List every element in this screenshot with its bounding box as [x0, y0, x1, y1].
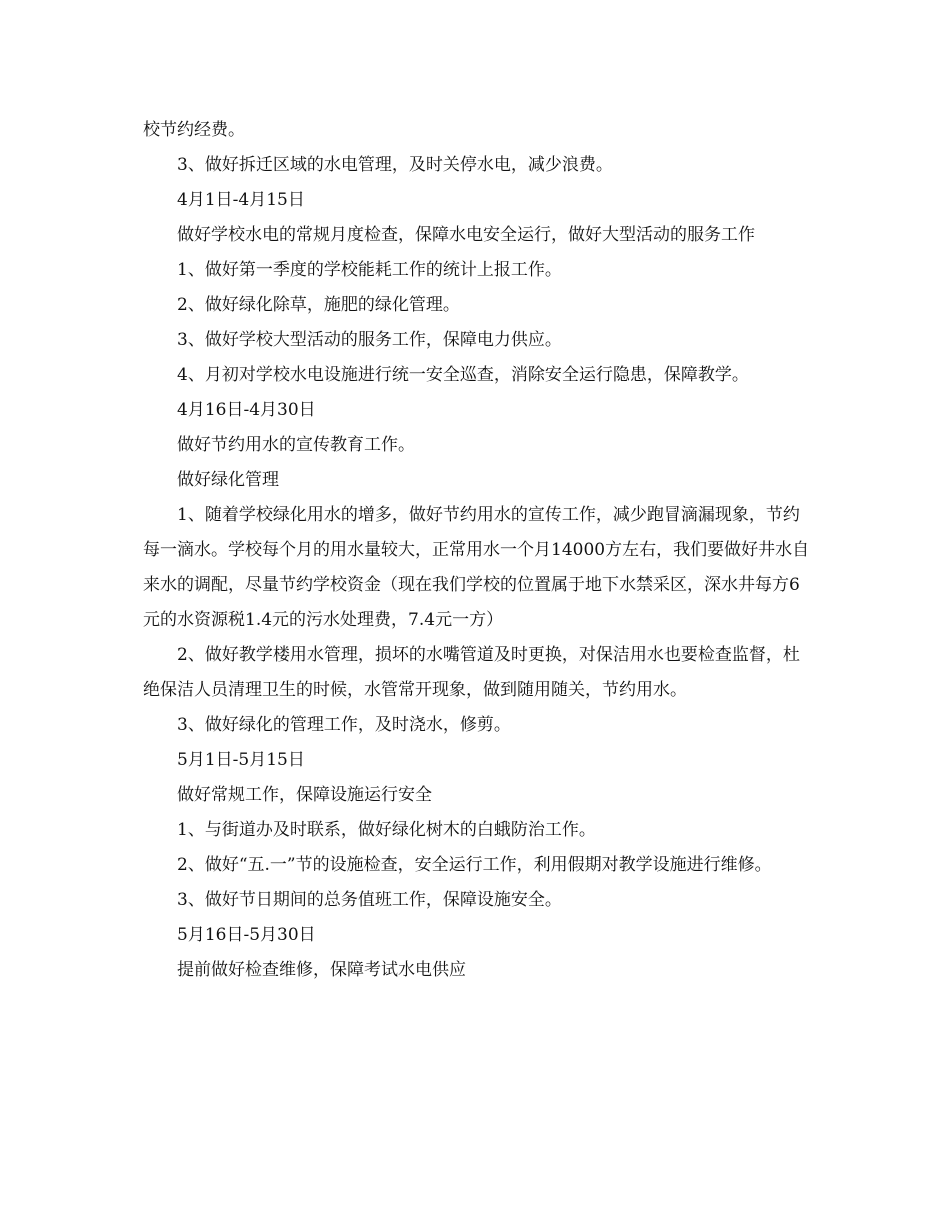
paragraph-item: 1、随着学校绿化用水的增多，做好节约用水的宣传工作，减少跑冒滴漏现象，节约每一滴水。学校每个月的用水量较大，正常用水一个月14000方左右，我们要做好井水自来水的调配，尽量节约学校资金（现在我们学校的位置属于地下水禁采区，深水井每方6元的水资源税1.4元的污水处理费，7.4元一方）: [143, 505, 810, 630]
document-body: [143, 113, 813, 988]
section-summary: 提前做好检查维修，保障考试水电供应: [177, 960, 466, 980]
paragraph-item: 3、做好绿化的管理工作，及时浇水，修剪。: [177, 715, 511, 735]
section-date-heading: 4月1日-4月15日: [177, 190, 305, 210]
section-summary: 做好学校水电的常规月度检查，保障水电安全运行，做好大型活动的服务工作: [177, 225, 755, 245]
section-date-heading: 4月16日-4月30日: [177, 400, 316, 420]
paragraph-item: 3、做好拆迁区域的水电管理，及时关停水电，减少浪费。: [177, 155, 613, 175]
paragraph-item: 1、做好第一季度的学校能耗工作的统计上报工作。: [177, 260, 562, 280]
section-summary: 做好常规工作，保障设施运行安全: [177, 785, 432, 805]
paragraph-item: 4、月初对学校水电设施进行统一安全巡查，消除安全运行隐患，保障教学。: [177, 365, 749, 385]
paragraph-item: 2、做好教学楼用水管理，损坏的水嘴管道及时更换，对保洁用水也要检查监督，杜绝保洁人员清理卫生的时候，水管常开现象，做到随用随关，节约用水。: [143, 645, 800, 700]
section-date-heading: 5月16日-5月30日: [177, 925, 316, 945]
paragraph-item: 2、做好绿化除草，施肥的绿化管理。: [177, 295, 460, 315]
paragraph-item: 1、与街道办及时联系，做好绿化树木的白蛾防治工作。: [177, 820, 596, 840]
section-date-heading: 5月1日-5月15日: [177, 750, 305, 770]
paragraph-item: 3、做好学校大型活动的服务工作，保障电力供应。: [177, 330, 562, 350]
paragraph-item: 3、做好节日期间的总务值班工作，保障设施安全。: [177, 890, 562, 910]
section-summary: 做好节约用水的宣传教育工作。: [177, 435, 415, 455]
paragraph-continuation: 校节约经费。: [143, 120, 245, 140]
section-summary: 做好绿化管理: [177, 470, 279, 490]
paragraph-item: 2、做好“五.一”节的设施检查，安全运行工作，利用假期对教学设施进行维修。: [177, 855, 772, 875]
